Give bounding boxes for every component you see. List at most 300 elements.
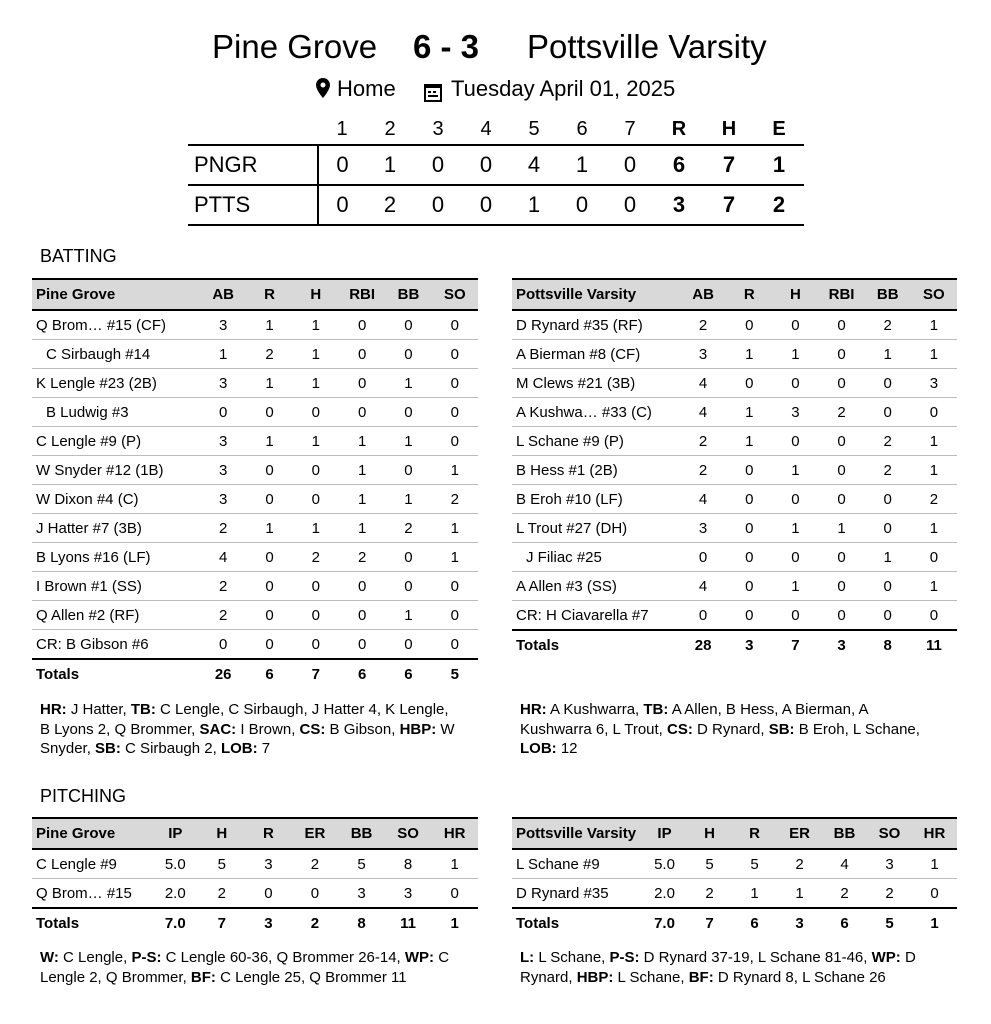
pitching-notes-home: [40, 948, 470, 987]
batting-section-title: BATTING: [40, 246, 117, 266]
player-name: L Schane #9 (P): [512, 427, 680, 456]
player-name: W Snyder #12 (1B): [32, 456, 200, 485]
stat-cell: 0: [865, 398, 911, 427]
player-row: [512, 849, 957, 879]
note-value: L Schane,: [613, 968, 689, 986]
player-row: [32, 514, 478, 543]
player-name: CR: H Ciavarella #7: [512, 601, 680, 631]
home-team-name: Pine Grove: [212, 28, 378, 65]
stat-cell: 0: [385, 572, 431, 601]
stat-cell: 0: [385, 630, 431, 660]
stat-cell: 2: [687, 879, 732, 909]
note-key: HR:: [520, 701, 547, 718]
player-row: [512, 485, 957, 514]
player-row: [512, 543, 957, 572]
stat-cell: 0: [200, 398, 246, 427]
stat-cell: 2: [818, 398, 864, 427]
stat-cell: 1: [200, 340, 246, 369]
team-header: Pottsville Varsity: [512, 279, 680, 310]
stat-cell: 0: [246, 398, 292, 427]
column-header: SO: [911, 279, 957, 310]
stat-cell: 0: [911, 543, 957, 572]
stat-cell: 0: [911, 601, 957, 631]
stat-cell: 0: [680, 601, 726, 631]
note-value: D Rynard,: [692, 720, 769, 738]
stat-cell: 1: [293, 514, 339, 543]
totals-cell: 7: [199, 908, 246, 937]
stat-cell: 2: [432, 485, 478, 514]
note-key: WP:: [404, 949, 435, 966]
column-header: AB: [200, 279, 246, 310]
player-row: [512, 879, 957, 909]
stat-cell: 0: [246, 601, 292, 630]
stat-cell: 0: [911, 398, 957, 427]
stat-cell: 1: [432, 543, 478, 572]
stat-cell: 4: [680, 398, 726, 427]
stat-cell: 0: [339, 601, 385, 630]
column-header: IP: [642, 818, 687, 849]
stat-cell: 0: [431, 879, 478, 909]
stat-cell: 5: [732, 849, 777, 879]
stat-cell: 1: [726, 427, 772, 456]
totals-cell: 7: [293, 659, 339, 688]
stat-cell: 1: [293, 310, 339, 340]
stat-cell: 0: [772, 601, 818, 631]
player-name: B Ludwig #3: [32, 398, 200, 427]
stat-cell: 3: [200, 427, 246, 456]
line-score-header-cell: E: [772, 117, 786, 140]
player-row: [32, 427, 478, 456]
stat-cell: 1: [865, 340, 911, 369]
stat-cell: 0: [339, 398, 385, 427]
stat-cell: 5.0: [152, 849, 199, 879]
stat-cell: 5: [687, 849, 732, 879]
totals-label: Totals: [512, 630, 680, 659]
note-value: J Hatter,: [66, 701, 131, 718]
stat-cell: 0: [818, 369, 864, 398]
game-location: Home: [337, 76, 396, 101]
batting-table-home: [32, 278, 478, 688]
player-row: [512, 572, 957, 601]
column-header: H: [199, 818, 246, 849]
totals-cell: 7.0: [152, 908, 199, 937]
note-key: WP:: [871, 949, 901, 966]
team-header: Pottsville Varsity: [512, 818, 642, 849]
note-value: C Lengle 25, Q Brommer 11: [215, 968, 407, 986]
column-header: H: [772, 279, 818, 310]
column-header: AB: [680, 279, 726, 310]
totals-label: Totals: [32, 908, 152, 937]
stat-header-row: [512, 818, 957, 849]
column-header: BB: [865, 279, 911, 310]
note-key: BF:: [190, 968, 216, 986]
stat-cell: 1: [293, 340, 339, 369]
totals-cell: 1: [431, 908, 478, 937]
inning-score-cell: 0: [462, 185, 510, 225]
note-key: HBP:: [576, 968, 614, 986]
stat-cell: 8: [385, 849, 432, 879]
totals-cell: 26: [200, 659, 246, 688]
totals-cell: 5: [867, 908, 912, 937]
inning-score-cell: 1: [366, 145, 414, 185]
inning-score-cell: 0: [414, 185, 462, 225]
hits-total-cell: 7: [704, 145, 754, 185]
line-score-header-cell: 1: [336, 117, 348, 140]
totals-row: [512, 908, 957, 937]
stat-cell: 0: [432, 310, 478, 340]
stat-cell: 3: [245, 849, 292, 879]
inning-score-cell: 0: [318, 145, 366, 185]
player-name: B Lyons #16 (LF): [32, 543, 200, 572]
stat-cell: 0: [432, 601, 478, 630]
pitching-table-home: [32, 817, 478, 937]
column-header: SO: [432, 279, 478, 310]
stat-cell: 0: [293, 398, 339, 427]
player-row: [32, 456, 478, 485]
stat-cell: 1: [431, 849, 478, 879]
line-score: [188, 114, 804, 226]
stat-cell: 1: [732, 879, 777, 909]
player-row: [512, 427, 957, 456]
line-score-team: PNGR: [188, 145, 318, 185]
stat-cell: 0: [432, 427, 478, 456]
line-score-header: [188, 114, 804, 145]
line-score-header-cell: 5: [528, 117, 540, 140]
player-name: J Hatter #7 (3B): [32, 514, 200, 543]
stat-cell: 3: [867, 849, 912, 879]
stat-cell: 2: [911, 485, 957, 514]
player-name: D Rynard #35 (RF): [512, 310, 680, 340]
stat-cell: 1: [911, 514, 957, 543]
player-name: CR: B Gibson #6: [32, 630, 200, 660]
note-value: L Schane,: [534, 949, 610, 966]
stat-cell: 0: [292, 879, 339, 909]
stat-cell: 2: [246, 340, 292, 369]
stat-cell: 2: [339, 543, 385, 572]
stat-cell: 1: [339, 514, 385, 543]
stat-cell: 0: [726, 310, 772, 340]
note-value: D Rynard 8, L Schane 26: [713, 968, 886, 986]
line-score-row: [188, 185, 804, 225]
inning-score-cell: 0: [414, 145, 462, 185]
team-header: Pine Grove: [32, 818, 152, 849]
totals-cell: 3: [818, 630, 864, 659]
stat-cell: 2.0: [152, 879, 199, 909]
column-header: R: [732, 818, 777, 849]
column-header: R: [246, 279, 292, 310]
column-header: SO: [385, 818, 432, 849]
stat-cell: 0: [246, 543, 292, 572]
player-name: Q Allen #2 (RF): [32, 601, 200, 630]
stat-cell: 0: [432, 572, 478, 601]
inning-score-cell: 0: [318, 185, 366, 225]
stat-cell: 0: [865, 514, 911, 543]
player-row: [512, 310, 957, 340]
stat-cell: 1: [912, 849, 957, 879]
stat-cell: 5: [338, 849, 385, 879]
stat-cell: 2: [822, 879, 867, 909]
stat-cell: 2: [199, 879, 246, 909]
stat-cell: 0: [726, 543, 772, 572]
stat-cell: 0: [772, 485, 818, 514]
totals-cell: 11: [911, 630, 957, 659]
stat-cell: 2: [680, 427, 726, 456]
player-name: Q Brom… #15: [32, 879, 152, 909]
stat-cell: 0: [865, 572, 911, 601]
player-name: L Schane #9: [512, 849, 642, 879]
stat-cell: 0: [293, 485, 339, 514]
stat-cell: 0: [246, 572, 292, 601]
stat-cell: 2.0: [642, 879, 687, 909]
stat-cell: 0: [432, 630, 478, 660]
column-header: IP: [152, 818, 199, 849]
stat-cell: 0: [818, 456, 864, 485]
stat-cell: 0: [726, 601, 772, 631]
note-value: A Allen, B Hess, A Bierman, A Kushwarra 6, L Trout,: [520, 701, 868, 738]
stat-cell: 1: [246, 514, 292, 543]
column-header: ER: [292, 818, 339, 849]
stat-cell: 1: [726, 398, 772, 427]
stat-cell: 3: [338, 879, 385, 909]
stat-cell: 5: [199, 849, 246, 879]
totals-cell: 3: [726, 630, 772, 659]
note-value: C Lengle,: [58, 949, 132, 966]
stat-cell: 1: [339, 456, 385, 485]
player-row: [32, 601, 478, 630]
totals-cell: 1: [912, 908, 957, 937]
stat-cell: 0: [818, 340, 864, 369]
line-score-header-cell: 3: [432, 117, 444, 140]
player-row: [512, 398, 957, 427]
pitching-table-away: [512, 817, 957, 937]
column-header: BB: [385, 279, 431, 310]
stat-cell: 0: [246, 485, 292, 514]
player-row: [512, 514, 957, 543]
player-row: [32, 340, 478, 369]
stat-cell: 2: [200, 514, 246, 543]
totals-cell: 6: [339, 659, 385, 688]
line-score-header-cell: [188, 114, 318, 145]
note-key: SB:: [95, 740, 121, 757]
line-score-header-cell: R: [671, 117, 687, 140]
column-header: HR: [912, 818, 957, 849]
inning-score-cell: 0: [462, 145, 510, 185]
line-score-row: [188, 145, 804, 185]
player-name: J Filiac #25: [512, 543, 680, 572]
totals-cell: 6: [246, 659, 292, 688]
stat-cell: 0: [772, 310, 818, 340]
final-score: 6 - 3: [413, 28, 480, 65]
player-name: A Kushwa… #33 (C): [512, 398, 680, 427]
player-row: [32, 879, 478, 909]
stat-cell: 1: [293, 369, 339, 398]
totals-cell: 3: [245, 908, 292, 937]
totals-row: [32, 908, 478, 937]
stat-cell: 0: [432, 398, 478, 427]
player-row: [512, 340, 957, 369]
stat-cell: 0: [293, 456, 339, 485]
column-header: BB: [338, 818, 385, 849]
line-score-header-cell: H: [721, 117, 737, 140]
stat-cell: 4: [680, 369, 726, 398]
player-name: L Trout #27 (DH): [512, 514, 680, 543]
player-row: [32, 485, 478, 514]
stat-cell: 1: [246, 369, 292, 398]
stat-cell: 0: [339, 340, 385, 369]
player-name: W Dixon #4 (C): [32, 485, 200, 514]
note-key: TB:: [130, 701, 156, 718]
totals-label: Totals: [512, 908, 642, 937]
stat-cell: 0: [818, 601, 864, 631]
totals-cell: 2: [292, 908, 339, 937]
totals-cell: 7: [687, 908, 732, 937]
note-value: D Rynard 37-19, L Schane 81-46,: [639, 949, 872, 966]
totals-cell: 5: [432, 659, 478, 688]
stat-cell: 2: [867, 879, 912, 909]
inning-score-cell: 0: [558, 185, 606, 225]
totals-row: [512, 630, 957, 659]
stat-cell: 0: [339, 369, 385, 398]
player-name: B Hess #1 (2B): [512, 456, 680, 485]
stat-cell: 4: [200, 543, 246, 572]
player-row: [512, 601, 957, 631]
player-name: A Allen #3 (SS): [512, 572, 680, 601]
note-key: LOB:: [220, 740, 258, 757]
note-value: 12: [556, 740, 578, 757]
stat-cell: 0: [818, 543, 864, 572]
stat-cell: 2: [385, 514, 431, 543]
inning-score-cell: 0: [606, 185, 654, 225]
stat-cell: 0: [818, 427, 864, 456]
totals-cell: 28: [680, 630, 726, 659]
stat-cell: 3: [200, 485, 246, 514]
stat-cell: 0: [385, 456, 431, 485]
column-header: BB: [822, 818, 867, 849]
note-key: SAC:: [199, 720, 237, 738]
note-value: A Kushwarra,: [546, 701, 644, 718]
stat-cell: 0: [245, 879, 292, 909]
stat-cell: 2: [865, 310, 911, 340]
pitching-section-title: PITCHING: [40, 786, 127, 806]
totals-cell: 8: [338, 908, 385, 937]
location-pin-icon: [316, 78, 330, 104]
column-header: ER: [777, 818, 822, 849]
stat-cell: 1: [911, 427, 957, 456]
stat-cell: 0: [818, 310, 864, 340]
stat-cell: 0: [385, 310, 431, 340]
player-row: [32, 310, 478, 340]
player-name: A Bierman #8 (CF): [512, 340, 680, 369]
stat-cell: 0: [246, 630, 292, 660]
player-row: [32, 398, 478, 427]
stat-cell: 5.0: [642, 849, 687, 879]
player-row: [32, 630, 478, 660]
inning-score-cell: 2: [366, 185, 414, 225]
stat-cell: 1: [772, 572, 818, 601]
game-header: [0, 28, 991, 72]
player-name: I Brown #1 (SS): [32, 572, 200, 601]
stat-cell: 0: [865, 369, 911, 398]
totals-cell: 6: [732, 908, 777, 937]
stat-cell: 1: [385, 369, 431, 398]
line-score-header-cell: 4: [480, 117, 492, 140]
line-score-team: PTTS: [188, 185, 318, 225]
stat-cell: 1: [777, 879, 822, 909]
player-row: [32, 572, 478, 601]
stat-cell: 0: [432, 369, 478, 398]
column-header: HR: [431, 818, 478, 849]
note-key: SB:: [768, 720, 795, 738]
totals-cell: 7: [772, 630, 818, 659]
stat-cell: 2: [680, 310, 726, 340]
stat-cell: 0: [818, 485, 864, 514]
stat-cell: 4: [680, 572, 726, 601]
stat-cell: 0: [385, 398, 431, 427]
stat-cell: 0: [293, 630, 339, 660]
stat-cell: 1: [339, 485, 385, 514]
stat-cell: 0: [339, 572, 385, 601]
column-header: SO: [867, 818, 912, 849]
stat-cell: 3: [911, 369, 957, 398]
note-key: CS:: [299, 720, 326, 738]
stat-cell: 0: [293, 572, 339, 601]
stat-cell: 0: [385, 340, 431, 369]
hits-total-cell: 7: [704, 185, 754, 225]
note-key: HBP:: [399, 720, 437, 738]
column-header: R: [726, 279, 772, 310]
stat-header-row: [512, 279, 957, 310]
errors-total-cell: 2: [754, 185, 804, 225]
stat-cell: 1: [432, 456, 478, 485]
column-header: RBI: [339, 279, 385, 310]
totals-cell: 8: [865, 630, 911, 659]
note-key: P-S:: [131, 949, 162, 966]
stat-cell: 1: [911, 456, 957, 485]
stat-cell: 1: [772, 456, 818, 485]
column-header: R: [245, 818, 292, 849]
stat-cell: 1: [911, 572, 957, 601]
stat-cell: 1: [865, 543, 911, 572]
stat-cell: 2: [200, 601, 246, 630]
column-header: RBI: [818, 279, 864, 310]
stat-cell: 0: [772, 369, 818, 398]
note-value: B Gibson,: [325, 720, 400, 738]
note-key: CS:: [667, 720, 693, 738]
stat-cell: 2: [680, 456, 726, 485]
stat-cell: 0: [726, 572, 772, 601]
stat-cell: 2: [293, 543, 339, 572]
pitching-notes-away: [520, 948, 940, 987]
stat-cell: 2: [292, 849, 339, 879]
player-row: [32, 543, 478, 572]
column-header: H: [687, 818, 732, 849]
stat-cell: 1: [911, 310, 957, 340]
calendar-icon: [424, 80, 448, 106]
note-key: P-S:: [609, 949, 640, 966]
stat-cell: 0: [200, 630, 246, 660]
stat-cell: 0: [726, 456, 772, 485]
player-name: C Sirbaugh #14: [32, 340, 200, 369]
stat-cell: 3: [680, 340, 726, 369]
player-row: [512, 456, 957, 485]
batting-notes-home: [40, 700, 460, 759]
player-name: M Clews #21 (3B): [512, 369, 680, 398]
player-name: C Lengle #9 (P): [32, 427, 200, 456]
team-header: Pine Grove: [32, 279, 200, 310]
totals-cell: 6: [822, 908, 867, 937]
totals-cell: 6: [385, 659, 431, 688]
stat-cell: 0: [680, 543, 726, 572]
